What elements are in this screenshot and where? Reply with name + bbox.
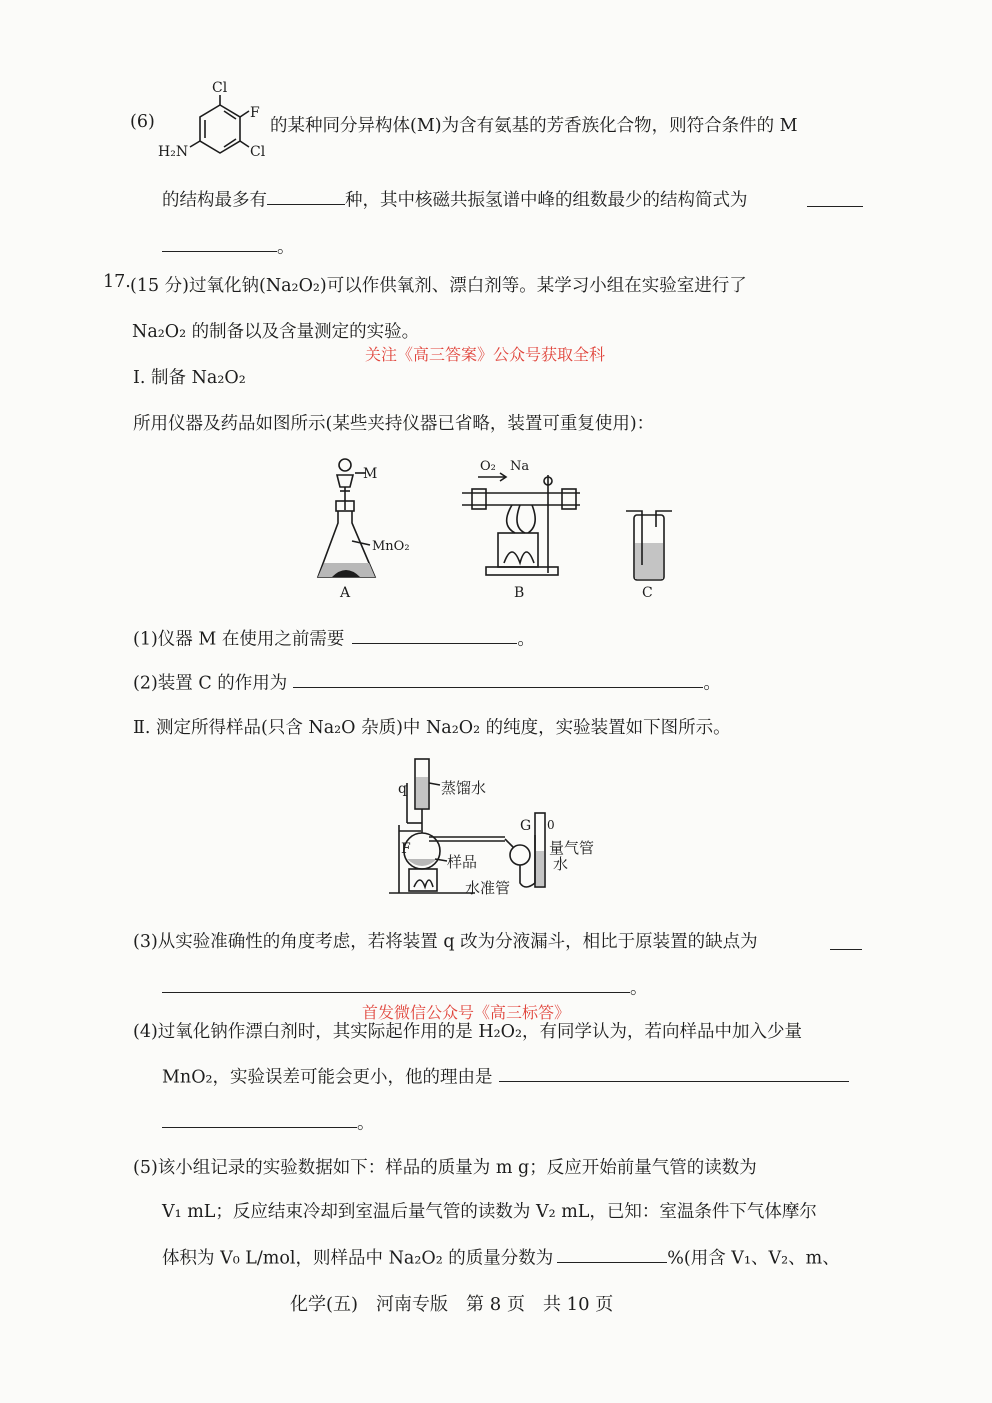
q16-6-number: (6) xyxy=(130,112,155,132)
q17-4-line-b: MnO₂，实验误差可能会更小，他的理由是 xyxy=(162,1067,493,1088)
separatory-funnel-q xyxy=(398,759,486,833)
page-footer: 化学(五) 河南专版 第 8 页 共 10 页 xyxy=(290,1294,614,1315)
apparatus-c xyxy=(626,511,672,601)
q16-6-blank-structure-b[interactable] xyxy=(162,232,277,252)
q17-3-blank-b[interactable] xyxy=(162,973,630,993)
fig1-label-na: Na xyxy=(510,459,530,474)
cl-bottom-label: Cl xyxy=(250,144,266,160)
q17-5-line-c: 体积为 V₀ L/mol，则样品中 Na₂O₂ 的质量分数为 xyxy=(162,1248,554,1269)
fig1-label-c: C xyxy=(642,585,653,601)
q17-number: 17. xyxy=(103,272,131,292)
q17-5-line-b: V₁ mL；反应结束冷却到室温后量气管的读数为 V₂ mL，已知：室温条件下气体摩尔 xyxy=(162,1202,817,1222)
fig2-label-level: 水准管 xyxy=(465,879,511,897)
q17-4-line-a: (4)过氧化钠作漂白剂时，其实际起作用的是 H₂O₂，有同学认为，若向样品中加入少量 xyxy=(133,1022,802,1042)
q16-6-text-c: 种，其中核磁共振氢谱中峰的组数最少的结构简式为 xyxy=(345,190,748,211)
q17-2-end: 。 xyxy=(703,673,721,694)
fig1-label-o2: O₂ xyxy=(480,459,496,474)
fig2-label-f: F xyxy=(401,841,411,857)
q17-4-end: 。 xyxy=(357,1113,375,1134)
nh2-label: H₂N xyxy=(158,144,189,160)
q17-5-line-c-end: %(用含 V₁、V₂、m、 xyxy=(667,1248,840,1269)
q17-3-text: (3)从实验准确性的角度考虑，若将装置 q 改为分液漏斗，相比于原装置的缺点为 xyxy=(133,932,758,952)
q17-line2: Na₂O₂ 的制备以及含量测定的实验。 xyxy=(132,322,420,342)
f-label: F xyxy=(250,105,260,121)
q17-1-blank[interactable] xyxy=(352,624,517,644)
q17-3-end: 。 xyxy=(630,978,648,999)
q17-5-blank[interactable] xyxy=(557,1243,667,1263)
fig1-label-mno2: MnO₂ xyxy=(372,539,410,554)
fig2-label-q: q xyxy=(398,781,407,797)
fig2-label-sample: 样品 xyxy=(447,853,478,871)
watermark-top: 关注《高三答案》公众号获取全科 xyxy=(365,345,606,364)
fig1-label-b: B xyxy=(514,585,525,601)
q17-line1: (15 分)过氧化钠(Na₂O₂)可以作供氧剂、漂白剂等。某学习小组在实验室进行了 xyxy=(130,276,747,296)
watermark-middle: 首发微信公众号《高三标答》 xyxy=(362,1003,571,1022)
q17-4-blank-a[interactable] xyxy=(499,1062,849,1082)
fig2-label-tube: 量气管 xyxy=(549,839,595,857)
fig2-label-zero: 0 xyxy=(547,818,555,832)
q17-1-end: 。 xyxy=(517,629,535,650)
q16-6-blank-count[interactable] xyxy=(267,185,345,205)
apparatus-a xyxy=(318,459,410,601)
fig2-label-g: G xyxy=(520,818,532,834)
section-1-description: 所用仪器及药品如图所示(某些夹持仪器已省略，装置可重复使用)： xyxy=(133,414,655,434)
fig2-label-water: 蒸馏水 xyxy=(441,779,487,797)
q17-3-blank-a[interactable] xyxy=(830,930,862,950)
apparatus-figure-2 xyxy=(385,755,625,905)
q16-6-end: 。 xyxy=(277,237,295,258)
fig2-label-shui: 水 xyxy=(553,855,569,873)
q17-2-text: (2)装置 C 的作用为 xyxy=(133,673,288,694)
gas-burette-g xyxy=(520,813,594,887)
cl-top-label: Cl xyxy=(212,80,228,96)
fig1-label-m: M xyxy=(363,466,378,482)
q17-1-text: (1)仪器 M 在使用之前需要 xyxy=(133,629,345,650)
q17-5-line-a: (5)该小组记录的实验数据如下：样品的质量为 m g；反应开始前量气管的读数为 xyxy=(133,1158,757,1178)
q16-6-blank-structure-a[interactable] xyxy=(807,187,863,207)
fig1-label-a: A xyxy=(340,585,351,601)
section-2-heading: Ⅱ. 测定所得样品(只含 Na₂O 杂质)中 Na₂O₂ 的纯度，实验装置如下图所示。 xyxy=(133,718,731,738)
apparatus-figure-1 xyxy=(300,455,720,605)
q16-6-text-a: 的某种同分异构体(M)为含有氨基的芳香族化合物，则符合条件的 M xyxy=(270,116,798,136)
section-1-heading: Ⅰ. 制备 Na₂O₂ xyxy=(133,368,246,388)
dichlorofluoroaniline-structure xyxy=(150,75,270,165)
q17-4-blank-b[interactable] xyxy=(162,1108,357,1128)
q16-6-text-b: 的结构最多有 xyxy=(162,190,267,211)
q17-2-blank[interactable] xyxy=(293,668,703,688)
apparatus-b xyxy=(462,459,580,601)
